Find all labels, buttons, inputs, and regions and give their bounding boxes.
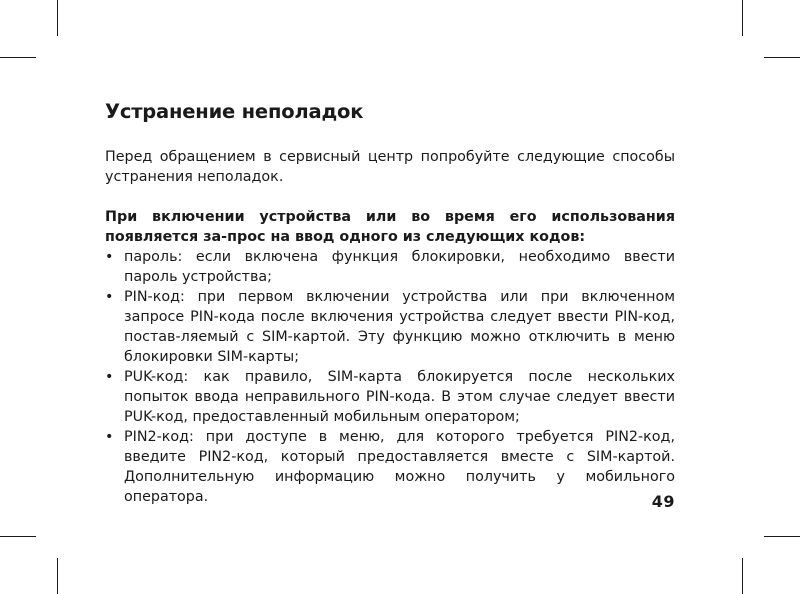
crop-mark-left-bottom [0,536,36,537]
list-item [105,287,675,367]
crop-mark-bottom-right [742,558,743,594]
crop-mark-right-bottom [764,536,800,537]
bullet-icon: • [105,289,114,306]
codes-list [105,247,675,507]
bullet-icon: • [105,429,114,446]
list-item [105,427,675,507]
list-item-text: PUK-код: как правило, SIM-карта блокируется после нескольких попыток ввода неправильного PIN-кода. В этом случае следует ввести PUK-код, предоставленный мобильным оператором; [124,369,675,426]
crop-mark-bottom-left [57,558,58,594]
page-title: Устранение неполадок [105,100,364,123]
list-item-text: пароль: если включена функция блокировки, необходимо ввести пароль устройства; [124,249,675,286]
page-number: 49 [651,492,675,511]
list-item-text: PIN-код: при первом включении устройства или при включенном запросе PIN-кода после включения устройства следует ввести PIN-код, постав-ляемый с SIM-картой. Эту функцию можно отключить в меню блокировки SIM-карты; [124,289,675,366]
list-item [105,367,675,427]
page-content [105,100,675,507]
bullet-icon: • [105,249,114,266]
crop-mark-top-right [742,0,743,36]
bullet-icon: • [105,369,114,386]
intro-paragraph: Перед обращением в сервисный центр попробуйте следующие способы устранения неполадок. [105,149,675,186]
crop-mark-left-top [0,57,36,58]
crop-mark-right-top [764,57,800,58]
crop-mark-top-left [57,0,58,36]
list-item-text: PIN2-код: при доступе в меню, для которого требуется PIN2-код, введите PIN2-код, который предоставляется вместе с SIM-картой. Дополнительную информацию можно получить у мобильного оператора. [124,429,675,506]
list-item [105,247,675,287]
section-subheading: При включении устройства или во время его использования появляется за-прос на ввод одного из следующих кодов: [105,209,675,246]
